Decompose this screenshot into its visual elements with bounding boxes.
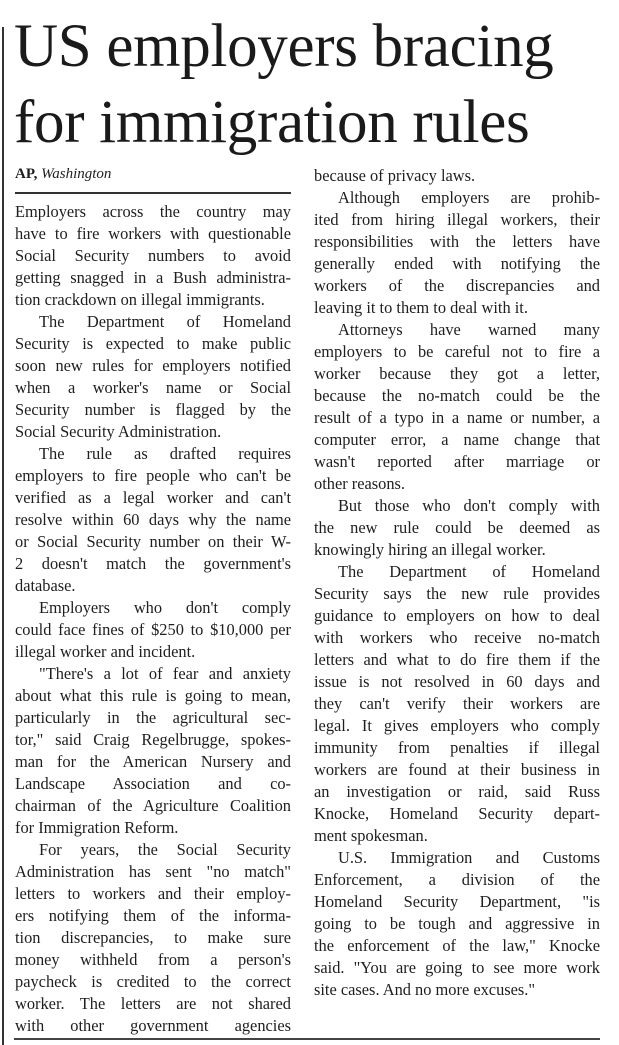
- paragraph-line: computer error, a name change that: [314, 430, 600, 449]
- paragraph-line: database.: [15, 576, 76, 595]
- paragraph-line: Attorneys have warned many: [338, 320, 600, 339]
- paragraph-line: 2 doesn't match the government's: [15, 554, 291, 573]
- article-paragraph: [314, 165, 600, 187]
- paragraph-line: tion discrepancies, to make sure: [15, 928, 291, 947]
- article-paragraph: [314, 561, 600, 847]
- paragraph-line: soon new rules for employers notified: [15, 356, 291, 375]
- paragraph-line: the new rule could be deemed as: [314, 518, 600, 537]
- paragraph-line: Homeland Security Department, "is: [314, 892, 600, 911]
- article-column-left: [15, 201, 291, 1037]
- byline: [15, 166, 111, 183]
- paragraph-line: The rule as drafted requires: [39, 444, 291, 463]
- paragraph-line: employers to be careful not to fire a: [314, 342, 600, 361]
- article-paragraph: [314, 495, 600, 561]
- article-paragraph: [15, 663, 291, 839]
- paragraph-line: Employers who don't comply: [39, 598, 291, 617]
- paragraph-line: for Immigration Reform.: [15, 818, 179, 837]
- paragraph-line: Security is expected to make public: [15, 334, 291, 353]
- article-paragraph: [15, 311, 291, 443]
- paragraph-line: issue is not resolved in 60 days and: [314, 672, 600, 691]
- paragraph-line: Landscape Association and co-: [15, 774, 291, 793]
- paragraph-line: guidance to employers on how to deal: [314, 606, 600, 625]
- article-paragraph: [314, 319, 600, 495]
- paragraph-line: employers to fire people who can't be: [15, 466, 291, 485]
- article-paragraph: [314, 187, 600, 319]
- paragraph-line: ment spokesman.: [314, 826, 428, 845]
- paragraph-line: about what this rule is going to mean,: [15, 686, 291, 705]
- paragraph-line: workers are found at their business in: [314, 760, 600, 779]
- paragraph-line: said. "You are going to see more work: [314, 958, 600, 977]
- paragraph-line: Social Security Administration.: [15, 422, 222, 441]
- byline-agency: AP,: [15, 166, 38, 182]
- paragraph-line: Enforcement, a division of the: [314, 870, 600, 889]
- paragraph-line: with other government agencies: [15, 1016, 291, 1035]
- paragraph-line: The Department of Homeland: [39, 312, 291, 331]
- headline-line-2: for immigration rules: [14, 89, 530, 156]
- paragraph-line: ers notifying them of the informa-: [15, 906, 291, 925]
- paragraph-line: because the no-match could be the: [314, 386, 600, 405]
- headline-line-1: US employers bracing: [14, 13, 554, 80]
- paragraph-line: workers of the discrepancies and: [314, 276, 600, 295]
- paragraph-line: Although employers are prohib-: [338, 188, 600, 207]
- paragraph-line: The Department of Homeland: [338, 562, 600, 581]
- paragraph-line: Administration has sent "no match": [15, 862, 291, 881]
- paragraph-line: illegal worker and incident.: [15, 642, 196, 661]
- paragraph-line: site cases. And no more excuses.": [314, 980, 536, 999]
- paragraph-line: immunity from penalties if illegal: [314, 738, 600, 757]
- paragraph-line: result of a typo in a name or number, a: [314, 408, 600, 427]
- paragraph-line: or Social Security number on their W-: [15, 532, 291, 551]
- article-paragraph: [15, 201, 291, 311]
- paragraph-line: when a worker's name or Social: [15, 378, 291, 397]
- paragraph-line: knowingly hiring an illegal worker.: [314, 540, 546, 559]
- paragraph-line: Security says the new rule provides: [314, 584, 600, 603]
- paragraph-line: U.S. Immigration and Customs: [338, 848, 600, 867]
- paragraph-line: they can't verify their workers are: [314, 694, 600, 713]
- paragraph-line: with workers who receive no-match: [314, 628, 600, 647]
- paragraph-line: tor," said Craig Regelbrugge, spokes-: [15, 730, 291, 749]
- paragraph-line: But those who don't comply with: [338, 496, 600, 515]
- paragraph-line: going to be tough and aggressive in: [314, 914, 600, 933]
- paragraph-line: chairman of the Agriculture Coalition: [15, 796, 291, 815]
- paragraph-line: Security number is flagged by the: [15, 400, 291, 419]
- paragraph-line: money withheld from a person's: [15, 950, 291, 969]
- paragraph-line: leaving it to them to deal with it.: [314, 298, 528, 317]
- paragraph-line: have to fire workers with questionable: [15, 224, 291, 243]
- paragraph-line: resolve within 60 days why the name: [15, 510, 291, 529]
- byline-divider: [15, 192, 291, 194]
- paragraph-line: because of privacy laws.: [314, 166, 476, 185]
- paragraph-line: Employers across the country may: [15, 202, 291, 221]
- paragraph-line: "There's a lot of fear and anxiety: [39, 664, 291, 683]
- paragraph-line: generally ended with notifying the: [314, 254, 600, 273]
- paragraph-line: other reasons.: [314, 474, 406, 493]
- paragraph-line: tion crackdown on illegal immigrants.: [15, 290, 265, 309]
- article-paragraph: [314, 847, 600, 1001]
- paragraph-line: particularly in the agricultural sec-: [15, 708, 291, 727]
- article-paragraph: [15, 839, 291, 1037]
- paragraph-line: paycheck is credited to the correct: [15, 972, 291, 991]
- byline-location: Washington: [41, 166, 112, 182]
- paragraph-line: worker. The letters are not shared: [15, 994, 291, 1013]
- article-paragraph: [15, 443, 291, 597]
- paragraph-line: letters to workers and their employ-: [15, 884, 291, 903]
- paragraph-line: Social Security numbers to avoid: [15, 246, 291, 265]
- paragraph-line: an investigation or raid, said Russ: [314, 782, 600, 801]
- article-column-right: [314, 165, 600, 1001]
- paragraph-line: ited from hiring illegal workers, their: [314, 210, 600, 229]
- article-paragraph: [15, 597, 291, 663]
- paragraph-line: Knocke, Homeland Security depart-: [314, 804, 600, 823]
- paragraph-line: legal. It gives employers who comply: [314, 716, 600, 735]
- left-border-rule: [2, 27, 4, 1045]
- paragraph-line: the enforcement of the law," Knocke: [314, 936, 600, 955]
- paragraph-line: wasn't reported after marriage or: [314, 452, 600, 471]
- paragraph-line: letters and what to do fire them if the: [314, 650, 600, 669]
- paragraph-line: could face fines of $250 to $10,000 per: [15, 620, 291, 639]
- bottom-divider: [14, 1038, 600, 1040]
- paragraph-line: verified as a legal worker and can't: [15, 488, 291, 507]
- paragraph-line: getting snagged in a Bush administra-: [15, 268, 291, 287]
- paragraph-line: responsibilities with the letters have: [314, 232, 600, 251]
- paragraph-line: man for the American Nursery and: [15, 752, 291, 771]
- paragraph-line: worker because they got a letter,: [314, 364, 600, 383]
- paragraph-line: For years, the Social Security: [39, 840, 291, 859]
